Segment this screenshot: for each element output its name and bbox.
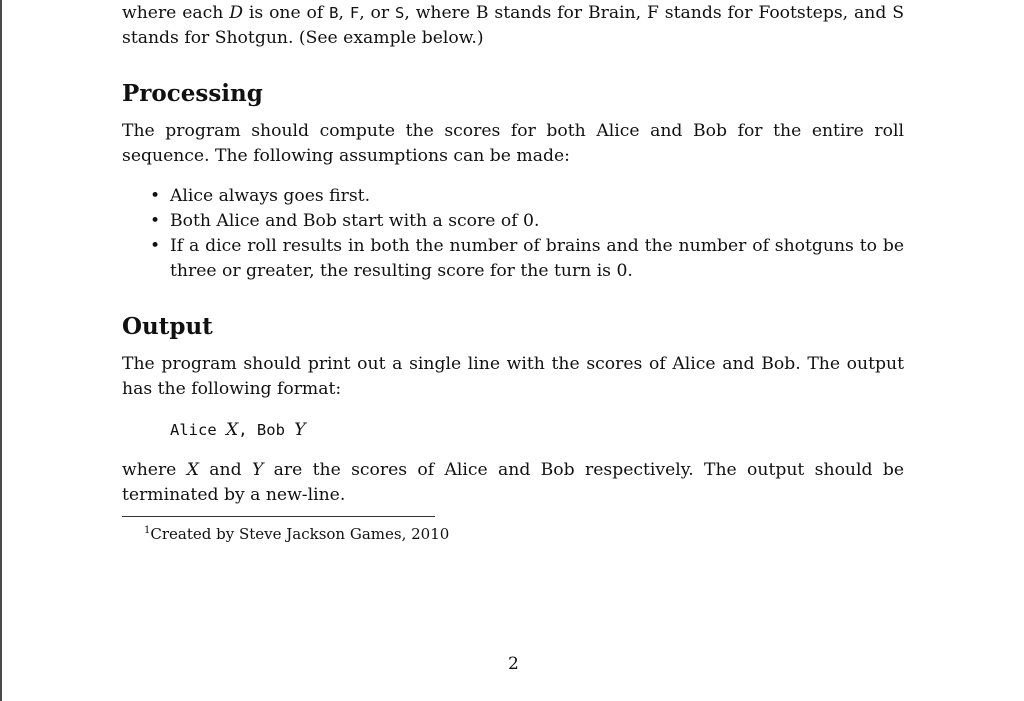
assumptions-list xyxy=(122,184,904,284)
bullet-icon: • xyxy=(150,236,161,256)
bullet-icon: • xyxy=(150,211,161,231)
page-edge-rule xyxy=(0,0,2,701)
bullet-icon: • xyxy=(150,186,161,206)
intro-text: , or xyxy=(359,3,395,23)
intro-text: where each xyxy=(122,3,230,23)
code-b: B xyxy=(329,4,339,22)
code-f: F xyxy=(349,4,360,22)
intro-text: is one of xyxy=(243,3,330,23)
output-format-example xyxy=(170,418,306,443)
footnote-text: Created by Steve Jackson Games, 2010 xyxy=(150,525,450,543)
where-text: and xyxy=(198,460,252,480)
processing-paragraph: The program should compute the scores for both Alice and Bob for the entire roll sequence. The following assumptions can be made: xyxy=(122,121,904,166)
math-variable-x: X xyxy=(226,420,239,440)
footnote xyxy=(144,520,449,545)
math-variable-d: D xyxy=(229,3,243,23)
where-text: are the scores of Alice and Bob respectively. The output should be terminated by a new-line. xyxy=(122,460,904,505)
page-number: 2 xyxy=(508,654,519,674)
list-item-text: If a dice roll results in both the number of brains and the number of shotguns to be three or greater, the resulting score for the turn is 0. xyxy=(170,236,904,281)
format-alice: Alice xyxy=(170,421,226,439)
footnote-divider xyxy=(122,516,435,517)
math-variable-y: Y xyxy=(294,420,306,440)
code-s: S xyxy=(395,4,405,22)
footnote-mark: 1 xyxy=(144,525,151,536)
math-variable-x: X xyxy=(186,460,199,480)
list-item xyxy=(122,209,904,234)
math-variable-y: Y xyxy=(251,460,264,480)
intro-paragraph xyxy=(122,1,904,51)
where-text: where xyxy=(122,460,187,480)
format-bob: , Bob xyxy=(238,421,295,439)
output-heading: Output xyxy=(122,313,213,340)
list-item-text: Alice always goes first. xyxy=(170,186,371,206)
list-item-text: Both Alice and Bob start with a score of 0. xyxy=(170,211,540,231)
processing-heading: Processing xyxy=(122,80,263,107)
list-item xyxy=(122,184,904,209)
output-paragraph: The program should print out a single line with the scores of Alice and Bob. The output has the following format: xyxy=(122,354,904,399)
where-paragraph xyxy=(122,458,904,508)
list-item xyxy=(122,234,904,284)
intro-text: , where B stands for Brain, F stands for Footsteps, and S stands for Shotgun. (See example below.) xyxy=(122,3,904,48)
intro-text: , xyxy=(338,3,350,23)
